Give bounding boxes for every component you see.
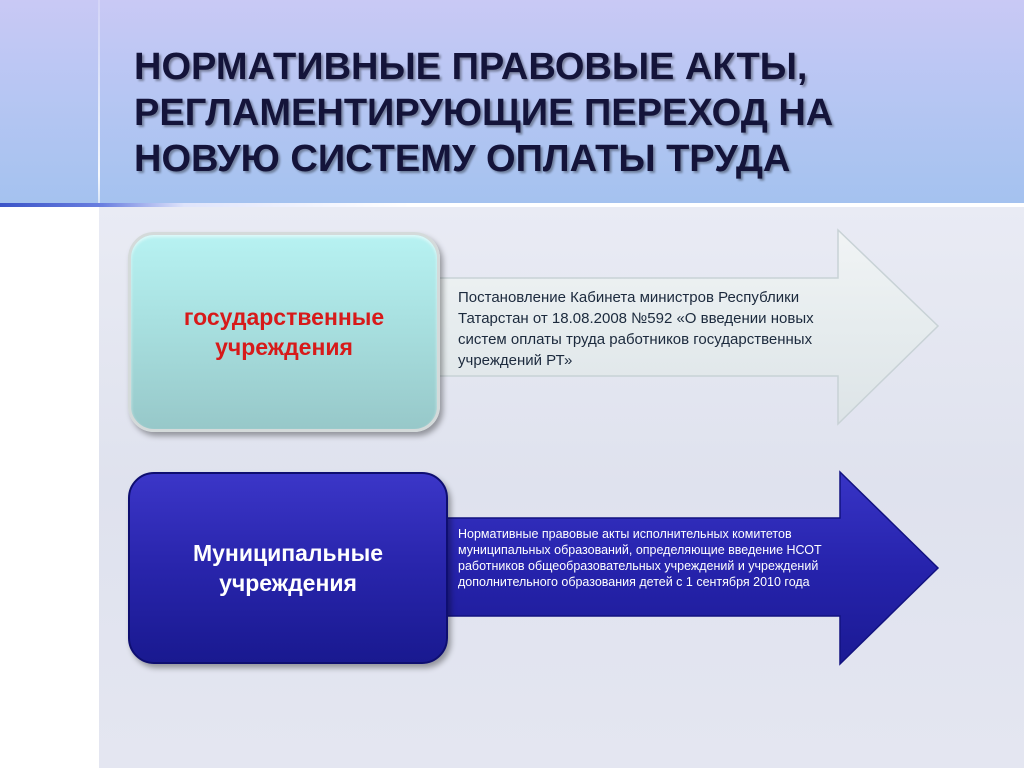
category-label-municipal: Муниципальные учреждения — [192, 540, 384, 596]
category-box-municipal — [128, 472, 448, 664]
category-box-state — [128, 232, 440, 432]
category-label-state: государственные учреждения — [183, 304, 385, 360]
act-text-state: Постановление Кабинета министров Республики Татарстан от 18.08.2008 №592 «О введении новых систем оплаты труда работников государственных учреждений РТ» — [458, 289, 814, 369]
slide-title: НОРМАТИВНЫЕ ПРАВОВЫЕ АКТЫ, РЕГЛАМЕНТИРУЮЩИЕ ПЕРЕХОД НА НОВУЮ СИСТЕМУ ОПЛАТЫ ТРУДА — [134, 46, 834, 180]
act-text-municipal: Нормативные правовые акты исполнительных комитетов муниципальных образований, определяющие введение НСОТ работников общеобразовательных учреждений и учреждений дополнительного образования детей с 1 сентября 2010 года — [458, 527, 822, 589]
